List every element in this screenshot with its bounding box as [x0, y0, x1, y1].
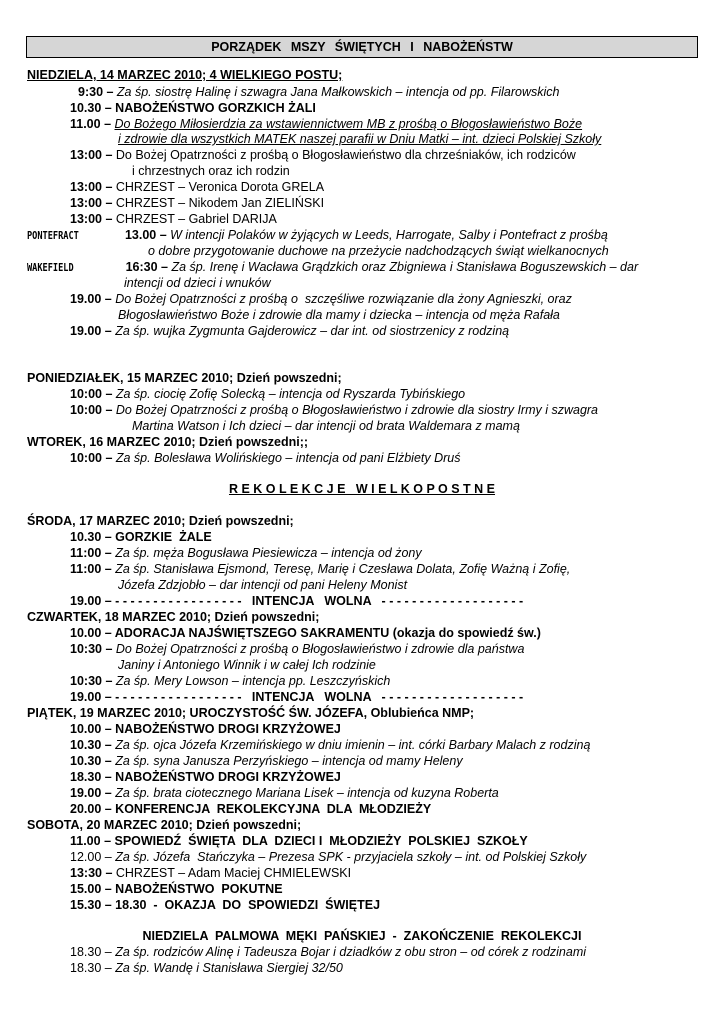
schedule-line	[118, 308, 560, 323]
line-text: PIĄTEK, 19 MARZEC 2010; UROCZYSTOŚĆ ŚW. JÓZEFA, Oblubieńca NMP;	[27, 706, 475, 720]
schedule-line	[70, 850, 586, 865]
line-text: WTOREK, 16 MARZEC 2010; Dzień powszedni;;	[27, 435, 309, 449]
line-text: 10.30 –	[70, 754, 116, 768]
line-text: 12.00 –	[70, 850, 116, 864]
line-text: 18.30 – NABOŻEŃSTWO DROGI KRZYŻOWEJ	[70, 770, 341, 784]
schedule-line	[0, 929, 724, 944]
line-text: 11.00 –	[70, 117, 115, 131]
line-text: 10:00 –	[70, 403, 116, 417]
line-text: CHRZEST – Gabriel DARIJA	[115, 212, 277, 226]
line-text: Za śp. Wandę i Stanisława Siergiej 32/50	[115, 961, 343, 975]
schedule-line	[27, 610, 319, 625]
line-text: 15.30 – 18.30 - OKAZJA DO SPOWIEDZI ŚWIĘTEJ	[70, 898, 381, 912]
line-text: 10.00 – NABOŻEŃSTWO DROGI KRZYŻOWEJ	[70, 722, 341, 736]
line-text: 18.30 –	[70, 961, 116, 975]
line-text: 10.30 –	[70, 738, 116, 752]
schedule-line	[27, 514, 294, 529]
line-text: 19.00 – - - - - - - - - - - - - - - - - - INTENCJA WOLNA - - - - - - - - - - - - - - - - - - -	[70, 594, 524, 608]
schedule-line	[27, 818, 301, 833]
schedule-line	[70, 738, 590, 753]
line-text: CHRZEST – Veronica Dorota GRELA	[115, 180, 325, 194]
schedule-line	[70, 403, 598, 418]
line-text: 13:00 –	[70, 196, 116, 210]
page-title: PORZĄDEK MSZY ŚWIĘTYCH I NABOŻEŃSTW	[26, 36, 698, 58]
location-label: PONTEFRACT	[27, 230, 79, 242]
schedule-line	[27, 68, 342, 83]
line-text: Martina Watson i Ich dzieci – dar intencji od brata Waldemara z mamą	[132, 419, 520, 433]
line-text: 11.00 – SPOWIEDŹ ŚWIĘTA DLA DZIECI I MŁODZIEŻY POLSKIEJ SZKOŁY	[70, 834, 528, 848]
schedule-line	[118, 578, 407, 593]
schedule-line	[70, 770, 341, 785]
line-text: R E K O L E K C J E W I E L K O P O S T N E	[228, 482, 496, 496]
line-text: PONIEDZIAŁEK, 15 MARZEC 2010; Dzień powszedni;	[27, 371, 342, 385]
line-text: 15.00 – NABOŻEŃSTWO POKUTNE	[70, 882, 283, 896]
schedule-line	[70, 786, 499, 801]
schedule-line	[70, 101, 316, 116]
schedule-line	[27, 260, 638, 275]
line-text	[84, 260, 126, 274]
line-text: 16:30 –	[125, 260, 172, 274]
line-text: Za śp. Stanisława Ejsmond, Teresę, Marię i Czesława Dolata, Zofię Ważną i Zofię,	[115, 562, 571, 576]
line-text: 10:00 –	[70, 451, 116, 465]
line-text: SOBOTA, 20 MARZEC 2010; Dzień powszedni;	[27, 818, 302, 832]
line-text: Janiny i Antoniego Winnik i w całej Ich rodzinie	[118, 658, 376, 672]
line-text: i chrzestnych oraz ich rodzin	[132, 164, 290, 178]
schedule-line	[70, 674, 390, 689]
line-text: Za śp. ciocię Zofię Solecką – intencja od Ryszarda Tybińskiego	[115, 387, 466, 401]
line-text: Za śp. wujka Zygmunta Gajderowicz – dar int. od siostrzenicy z rodziną	[115, 324, 510, 338]
line-text: Do Bożej Opatrzności z prośbą o Błogosławieństwo dla chrześniaków, ich rodziców	[115, 148, 576, 162]
line-text: Za śp. Bolesława Wolińskiego – intencja od pani Elżbiety Druś	[115, 451, 461, 465]
schedule-line	[132, 419, 520, 434]
line-text: ŚRODA, 17 MARZEC 2010; Dzień powszedni;	[27, 514, 294, 528]
line-text: CHRZEST – Adam Maciej CHMIELEWSKI	[115, 866, 352, 880]
line-text: 19.00 –	[70, 324, 116, 338]
schedule-line	[70, 898, 380, 913]
schedule-line	[70, 594, 523, 609]
schedule-line	[70, 961, 343, 976]
line-text: 10.30 – NABOŻEŃSTWO GORZKICH ŻALI	[70, 101, 316, 115]
schedule-line	[27, 228, 608, 243]
line-text	[90, 228, 125, 242]
line-text: Za śp. rodziców Alinę i Tadeusza Bojar i dziadków z obu stron – od córek z rodzinami	[115, 945, 587, 959]
schedule-line	[124, 276, 271, 291]
line-text: Za śp. brata ciotecznego Mariana Lisek – intencja od kuzyna Roberta	[115, 786, 499, 800]
line-text: 10:30 –	[70, 674, 116, 688]
line-text: Za śp. Józefa Stańczyka – Prezesa SPK - przyjaciela szkoły – int. od Polskiej Szkoły	[115, 850, 587, 864]
schedule-line	[70, 866, 351, 881]
line-text: intencji od dzieci i wnuków	[124, 276, 271, 290]
schedule-line	[132, 164, 290, 179]
schedule-line	[70, 180, 324, 195]
line-text: 18.30 –	[70, 945, 116, 959]
line-text: 19.00 –	[70, 786, 116, 800]
schedule-line	[27, 435, 308, 450]
schedule-line	[70, 196, 324, 211]
line-text: 19.00 –	[70, 292, 116, 306]
schedule-line	[70, 690, 523, 705]
line-text: Za śp. Irenę i Wacława Grądzkich oraz Zbigniewa i Stanisława Boguszewskich – dar	[171, 260, 639, 274]
schedule-line	[70, 642, 524, 657]
line-text: 13:30 –	[70, 866, 116, 880]
line-text: 19.00 – - - - - - - - - - - - - - - - - - INTENCJA WOLNA - - - - - - - - - - - - - - - - - - -	[70, 690, 524, 704]
line-text: Za śp. syna Janusza Perzyńskiego – intencja od mamy Heleny	[115, 754, 463, 768]
line-text: 10:30 –	[70, 642, 116, 656]
line-text: Józefa Zdzjobło – dar intencji od pani Heleny Monist	[118, 578, 408, 592]
schedule-line	[118, 658, 376, 673]
line-text: NIEDZIELA PALMOWA MĘKI PAŃSKIEJ - ZAKOŃCZENIE REKOLEKCJI	[142, 929, 582, 943]
schedule-line	[70, 451, 461, 466]
line-text: W intencji Polaków w żyjących w Leeds, Harrogate, Salby i Pontefract z prośbą	[170, 228, 608, 242]
line-text: 9:30 –	[78, 85, 117, 99]
line-text: 13.00 –	[124, 228, 171, 242]
schedule-line	[70, 562, 570, 577]
schedule-line	[70, 882, 283, 897]
schedule-line	[118, 132, 601, 147]
location-label: WAKEFIELD	[27, 262, 74, 274]
line-text: Do Bożej Opatrzności z prośbą o szczęśliwe rozwiązanie dla żony Agnieszki, oraz	[115, 292, 572, 306]
line-text: Za śp. męża Bogusława Piesiewicza – intencja od żony	[115, 546, 422, 560]
line-text: NIEDZIELA, 14 MARZEC 2010; 4 WIELKIEGO POSTU;	[27, 68, 343, 82]
line-text: o dobre przygotowanie duchowe na przeżycie nadchodzących świąt wielkanocnych	[148, 244, 609, 258]
line-text: Za śp. ojca Józefa Krzemińskiego w dniu imienin – int. córki Barbary Malach z rodziną	[115, 738, 591, 752]
line-text: 10.00 – ADORACJA NAJŚWIĘTSZEGO SAKRAMENTU (okazja do spowiedź św.)	[70, 626, 541, 640]
schedule-line	[70, 754, 463, 769]
line-text: 20.00 – KONFERENCJA REKOLEKCYJNA DLA MŁODZIEŻY	[70, 802, 432, 816]
schedule-line	[70, 546, 422, 561]
schedule-line	[27, 706, 474, 721]
line-text: Do Bożego Miłosierdzia za wstawiennictwem MB z prośbą o Błogosławieństwo Boże	[114, 117, 583, 131]
line-text: Błogosławieństwo Boże i zdrowie dla mamy i dziecka – intencja od męża Rafała	[118, 308, 560, 322]
schedule-line	[70, 834, 528, 849]
line-text: 10.30 – GORZKIE ŻALE	[70, 530, 212, 544]
schedule-line	[78, 85, 559, 100]
schedule-line	[70, 292, 572, 307]
line-text: 11:00 –	[70, 546, 116, 560]
schedule-line	[70, 148, 576, 163]
line-text: Do Bożej Opatrzności z prośbą o Błogosławieństwo i zdrowie dla siostry Irmy i szwagra	[115, 403, 599, 417]
line-text: CZWARTEK, 18 MARZEC 2010; Dzień powszedni;	[27, 610, 320, 624]
line-text: 11:00 –	[70, 562, 116, 576]
line-text: 13:00 –	[70, 180, 116, 194]
schedule-line	[70, 802, 431, 817]
schedule-line	[70, 387, 465, 402]
schedule-line	[70, 324, 509, 339]
schedule-line	[70, 530, 212, 545]
line-text: Do Bożej Opatrzności z prośbą o Błogosławieństwo i zdrowie dla państwa	[115, 642, 525, 656]
line-text: 13:00 –	[70, 212, 116, 226]
schedule-line	[27, 371, 342, 386]
schedule-line	[0, 482, 724, 497]
line-text: 10:00 –	[70, 387, 116, 401]
schedule-line	[70, 626, 541, 641]
line-text: Za śp. Mery Lowson – intencja pp. Leszczyńskich	[115, 674, 391, 688]
line-text: 13:00 –	[70, 148, 116, 162]
line-text: CHRZEST – Nikodem Jan ZIELIŃSKI	[115, 196, 325, 210]
schedule-line	[70, 212, 277, 227]
line-text: i zdrowie dla wszystkich MATEK naszej parafii w Dniu Matki – int. dzieci Polskiej Szkoły	[118, 132, 602, 146]
schedule-line	[70, 722, 341, 737]
schedule-line	[148, 244, 609, 259]
schedule-line	[70, 945, 586, 960]
schedule-line	[70, 117, 582, 132]
line-text: Za śp. siostrę Halinę i szwagra Jana Małkowskich – intencja od pp. Filarowskich	[116, 85, 560, 99]
